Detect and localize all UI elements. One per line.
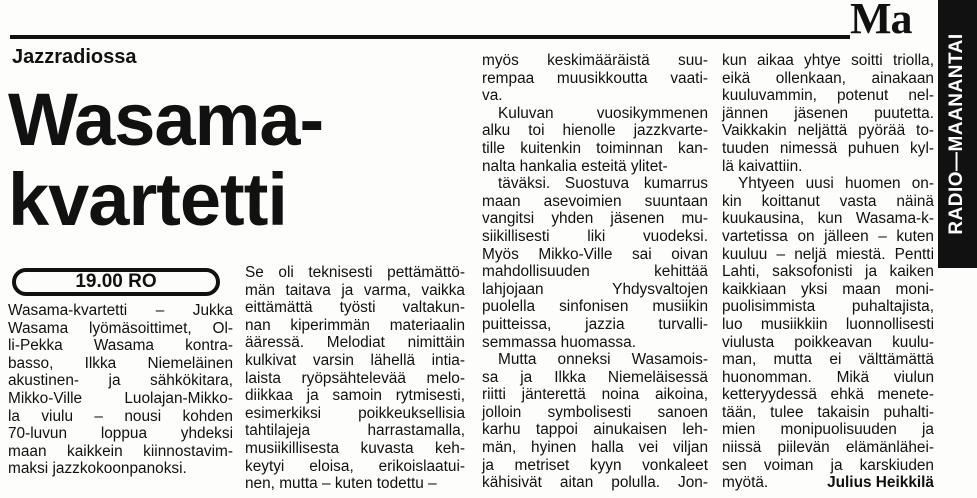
article-text-line: kulkivat varsin lähellä intia- <box>245 351 465 369</box>
article-text-line: semmassa huomassa. <box>482 333 636 351</box>
article-text-line: alku toi hienolle jazzkvarte- <box>482 122 708 140</box>
article-text-line: jännen jäsenen puutetta. <box>722 104 934 122</box>
article-text-fragment: myötä. <box>722 474 769 492</box>
article-text-line: maan kaikkein kiinnostavim- <box>8 442 233 460</box>
article-text-line: huonomman. Mikä viulun <box>722 368 934 386</box>
article-text-line: kaikkiaan yksi maan moni- <box>722 280 934 298</box>
article-text-line: Kuluvan vuosikymmenen <box>498 104 708 122</box>
article-column-2 <box>245 264 465 493</box>
article-text-line: maksi jazzkokoonpanoksi. <box>8 460 187 478</box>
article-column-3 <box>482 52 708 492</box>
headline-line: Wasama- <box>8 78 324 161</box>
article-text-line: Mikko-Ville Luolajan-Mikko- <box>8 389 233 407</box>
article-text-line: myös keskimääräistä suu- <box>482 52 708 69</box>
article-text-line: man, mutta ei välttämättä <box>722 351 934 369</box>
article-text-line: mahdollisuuden kehittää <box>482 263 708 281</box>
article-text-line: luo musiikkiin luonnollisesti <box>722 315 934 333</box>
article-text-line: puolisimmista puhaltajista, <box>722 298 934 316</box>
article-text-line: män taitava ja varma, vaikka <box>245 281 465 299</box>
article-text-line: 70-luvun loppua yhdeksi <box>8 425 233 443</box>
article-text-line: kin koittanut vasta näinä <box>722 192 934 210</box>
article-text-line: ketteryydessä ehkä menete- <box>722 386 934 404</box>
article-text-line: tuuden nimessä puhuen kyl- <box>722 139 934 157</box>
article-text-line: eikä ollenkaan, ainakaan <box>722 69 934 87</box>
article-text-line: keytyi eloisa, erikoislaatui- <box>245 457 465 475</box>
headline <box>8 80 323 240</box>
article-text-line: Mutta onneksi Wasamois- <box>498 351 708 369</box>
article-text-line: la viulu – nousi kohden <box>8 407 233 425</box>
section-tab <box>938 0 977 268</box>
article-text-line: kuukausina, kun Wasama-k- <box>722 210 934 228</box>
article-text-line: akustinen- ja sähkökitara, <box>8 372 233 390</box>
article-text-line: Lahti, saksofonisti ja kaiken <box>722 263 934 281</box>
article-text-line: sen voiman ja karskiuden <box>722 456 934 474</box>
article-text-line: nen, mutta – kuten todettu – <box>245 475 437 493</box>
article-text-line: li-Pekka Wasama kontra- <box>8 337 233 355</box>
section-logo: Ma <box>850 0 912 43</box>
article-text-line: lä kaivattiin. <box>722 157 803 175</box>
article-text-line: kun aikaa yhtye soitti triolla, <box>722 52 934 69</box>
article-text-line: vangitsi yhden jäsenen mu- <box>482 210 708 228</box>
article-column-4 <box>722 52 934 492</box>
article-text-line: siikillisesti liki vuodeksi. <box>482 227 708 245</box>
article-text-line: män, hyinen halla vei viljan <box>482 439 708 457</box>
article-text-line: viulusta poikkeavan kuulu- <box>722 333 934 351</box>
article-text-line: kuuluvammin, potenut nel- <box>722 87 934 105</box>
article-text-line: rempaa muusikkoutta vaati- <box>482 69 708 87</box>
article-text-line: niissä piilevän elämänlähei- <box>722 439 934 457</box>
article-text-line: Wasama-kvartetti – Jukka <box>8 302 233 319</box>
article-text-line: karhu tappoi ainukaisen leh- <box>482 421 708 439</box>
article-text-line: va. <box>482 87 503 105</box>
article-text-line: esimerkiksi poikkeuksellisia <box>245 404 465 422</box>
article-text-line: Wasama lyömäsoittimet, Ol- <box>8 319 233 337</box>
article-text-line: tään, tulee takaisin puhalti- <box>722 403 934 421</box>
article-text-line: sa ja Ilkka Niemeläisessä <box>482 368 708 386</box>
article-text-line: ääressä. Melodiat nimittäin <box>245 334 465 352</box>
broadcast-time-badge: 19.00 RO <box>12 268 220 296</box>
article-text-line: täväksi. Suostuva kumarrus <box>498 175 708 193</box>
article-text-line: basso, Ilkka Niemeläinen <box>8 354 233 372</box>
top-rule <box>10 35 850 39</box>
article-text-line: kähisivät aitan polulla. Jon- <box>482 474 708 492</box>
article-text-line: kuuluu – neljä miestä. Pentti <box>722 245 934 263</box>
article-text-line: diikkaa ja samoin rytmisesti, <box>245 387 465 405</box>
byline: Julius Heikkilä <box>827 474 934 492</box>
article-text-line: nalta hankalia esteitä ylitet- <box>482 157 668 175</box>
article-text-line: mien monipuolisuuden ja <box>722 421 934 439</box>
article-text-line: vartetissa on jälleen – kuten <box>722 227 934 245</box>
article-text-line: laista ryöpsähtelevää melo- <box>245 369 465 387</box>
article-text-line: nan kiperimmän materiaalin <box>245 316 465 334</box>
article-text-line: Se oli teknisesti pettämättö- <box>245 264 465 281</box>
article-text-line: jolloin symbolisesti sanoen <box>482 403 708 421</box>
article-text-line: lahjojaan Yhdysvaltojen <box>482 280 708 298</box>
section-tab-label: RADIO—MAANANTAI <box>946 33 967 235</box>
article-text-line: riitti jänterettä noina aikoina, <box>482 386 708 404</box>
headline-line: kvartetti <box>8 158 287 241</box>
article-text-line: puolella sinfonisen musiikin <box>482 298 708 316</box>
article-text-line: ja metriset kyyn vonkaleet <box>482 456 708 474</box>
article-column-1 <box>8 302 233 478</box>
article-text-line: maan asevoimien suuntaan <box>482 192 708 210</box>
article-text-line: Myös Mikko-Ville sai oivan <box>482 245 708 263</box>
article-text-line: Yhtyeen uusi huomen on- <box>738 175 934 193</box>
article-text-line <box>722 474 934 492</box>
article-text-line: tahtilajeja harrastamalla, <box>245 422 465 440</box>
article-text-line: puitteissa, jazzia turvalli- <box>482 315 708 333</box>
article-text-line: Vaikkakin neljättä pyörää to- <box>722 122 934 140</box>
article-text-line: musiikillisesta kuvasta keh- <box>245 439 465 457</box>
article-text-line: tille kuitenkin toiminnan kan- <box>482 139 708 157</box>
article-text-line: eittämättä työsti valtakun- <box>245 299 465 317</box>
kicker: Jazzradiossa <box>12 46 137 68</box>
